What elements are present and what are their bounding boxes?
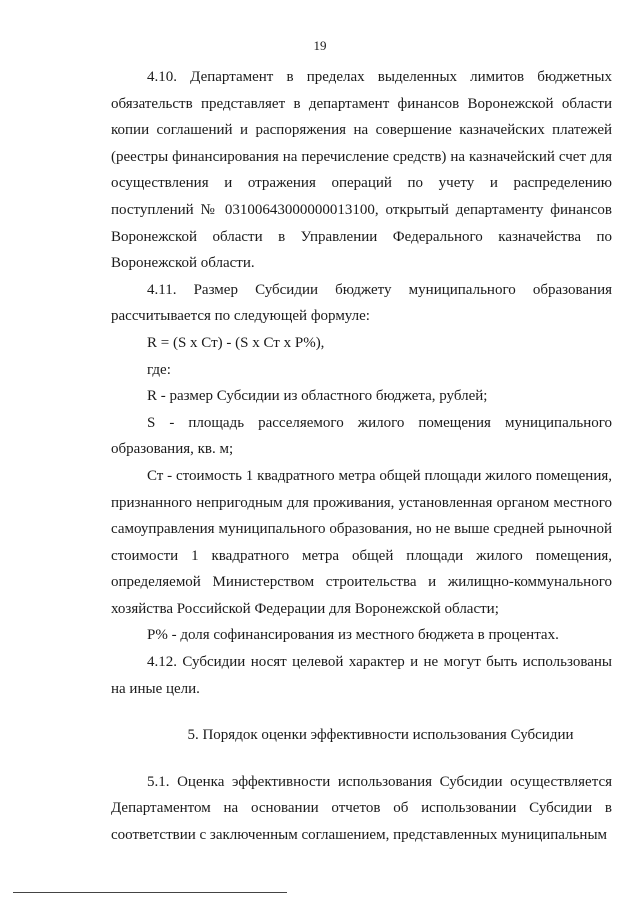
document-body — [111, 64, 612, 849]
definition-r: R - размер Субсидии из областного бюджета, рублей; — [147, 388, 488, 405]
paragraph-4-11: 4.11. Размер Субсидии бюджету муниципального образования рассчитывается по следующей формуле: — [111, 281, 612, 325]
formula: R = (S x Ст) - (S x Ст x Р%), — [147, 334, 325, 351]
footer-divider — [13, 892, 287, 893]
formula-where: где: — [147, 361, 171, 378]
paragraph-4-12: 4.12. Субсидии носят целевой характер и не могут быть использованы на иные цели. — [111, 654, 612, 697]
section-5-heading: 5. Порядок оценки эффективности использования Субсидии — [187, 727, 574, 744]
definition-st: Ст - стоимость 1 квадратного метра общей площади жилого помещения, признанного непригодным для проживания, установленная органом местного самоуправления муниципального образования, но не выше средней рыночной стоимости 1 квадратного метра общей площади жилого помещения, определяемой Министерством строительства и жилищно-коммунального хозяйства Российской Федерации для Воронежской области; — [111, 467, 612, 617]
definition-p-percent: Р% - доля софинансирования из местного бюджета в процентах. — [147, 627, 559, 644]
paragraph-5-1: 5.1. Оценка эффективности использования Субсидии осуществляется Департаментом на основании отчетов об использовании Субсидии в соответствии с заключенным соглашением, представленных муниципальным — [111, 773, 612, 844]
definition-s: S - площадь расселяемого жилого помещения муниципального образования, кв. м; — [111, 414, 612, 458]
page-number: 19 — [313, 38, 327, 53]
paragraph-4-10: 4.10. Департамент в пределах выделенных лимитов бюджетных обязательств представляет в департамент финансов Воронежской области копии соглашений и распоряжения на совершение казначейских платежей (реестры финансирования на перечисление средств) на казначейский счет для осуществления и отражения операций по учету и распределению поступлений № 03100643000000013100, открытый департаменту финансов Воронежской области в Управлении Федерального казначейства по Воронежской области. — [111, 69, 612, 272]
